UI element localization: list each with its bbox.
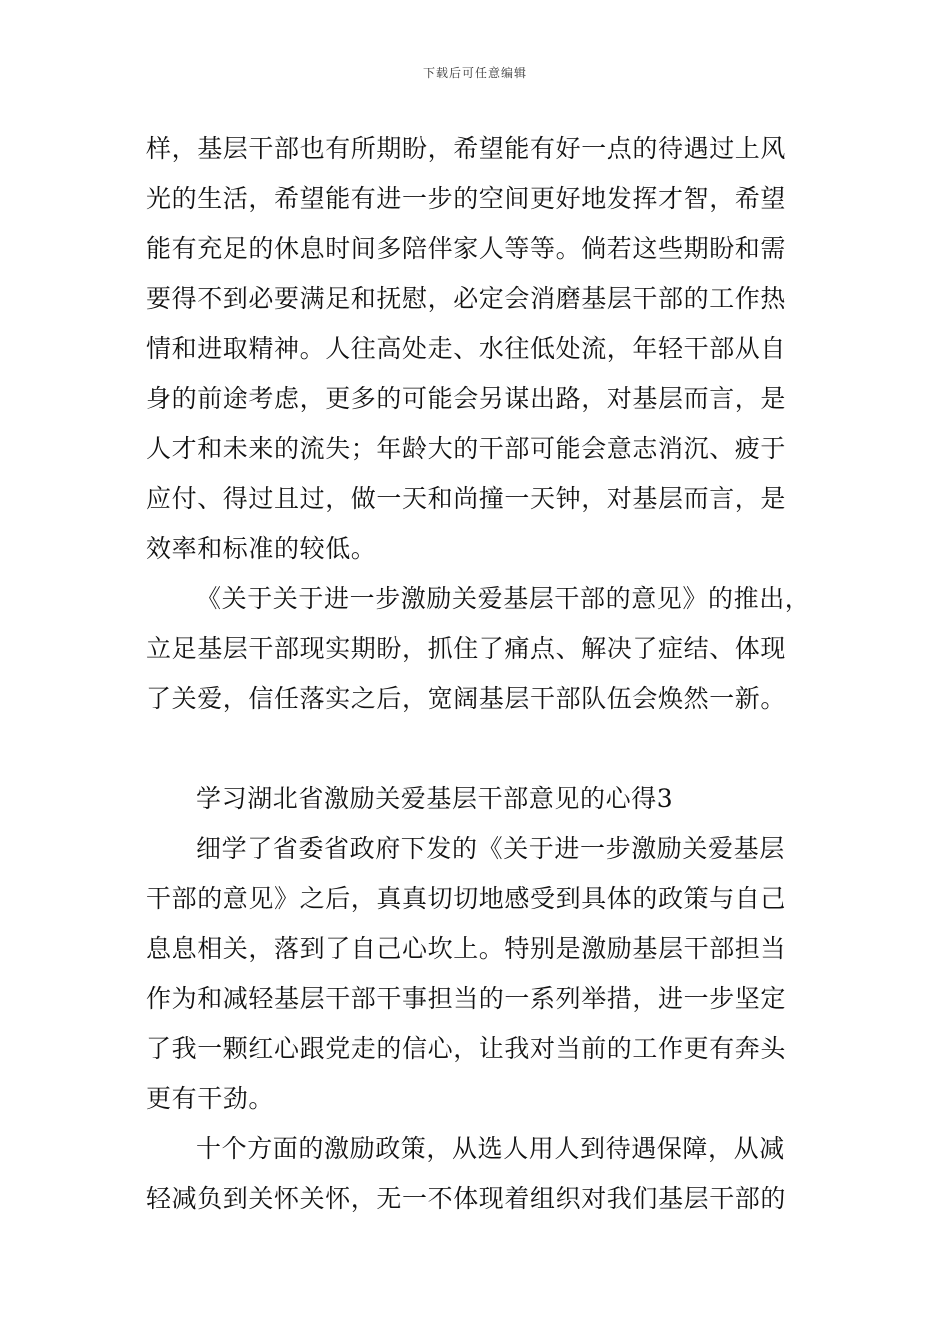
paragraph-start-line: 十个方面的激励政策，从选人用人到待遇保障，从减: [196, 1134, 785, 1163]
text-line: 了我一颗红心跟党走的信心，让我对当前的工作更有奔头: [146, 1034, 787, 1063]
text-line: 立足基层干部现实期盼，抓住了痛点、解决了症结、体现: [146, 634, 787, 663]
text-line: 要得不到必要满足和抚慰，必定会消磨基层干部的工作热: [146, 284, 787, 313]
text-line: 了关爱，信任落实之后，宽阔基层干部队伍会焕然一新。: [146, 684, 787, 713]
text-line: 能有充足的休息时间多陪伴家人等等。倘若这些期盼和需: [146, 234, 787, 263]
text-line: 光的生活，希望能有进一步的空间更好地发挥才智，希望: [146, 184, 787, 213]
paragraph-start-line: 细学了省委省政府下发的《关于进一步激励关爱基层: [196, 834, 785, 863]
text-line: 身的前途考虑，更多的可能会另谋出路，对基层而言，是: [146, 384, 787, 413]
text-line: 更有干劲。: [146, 1084, 275, 1113]
text-line: 效率和标准的较低。: [146, 534, 377, 563]
paragraph-start-line: 《关于关于进一步激励关爱基层干部的意见》的推出，: [196, 584, 811, 613]
text-line: 人才和未来的流失；年龄大的干部可能会意志消沉、疲于: [146, 434, 787, 463]
text-line: 样，基层干部也有所期盼，希望能有好一点的待遇过上风: [146, 134, 787, 163]
section-heading: 学习湖北省激励关爱基层干部意见的心得3: [196, 784, 674, 813]
text-line: 应付、得过且过，做一天和尚撞一天钟，对基层而言，是: [146, 484, 787, 513]
page-header: 下载后可任意编辑: [422, 66, 527, 80]
text-line: 轻减负到关怀关怀，无一不体现着组织对我们基层干部的: [146, 1184, 787, 1213]
text-line: 情和进取精神。人往高处走、水往低处流，年轻干部从自: [146, 334, 787, 363]
text-line: 息息相关，落到了自己心坎上。特别是激励基层干部担当: [146, 934, 787, 963]
text-line: 干部的意见》之后，真真切切地感受到具体的政策与自己: [146, 884, 787, 913]
text-line: 作为和减轻基层干部干事担当的一系列举措，进一步坚定: [146, 984, 787, 1013]
